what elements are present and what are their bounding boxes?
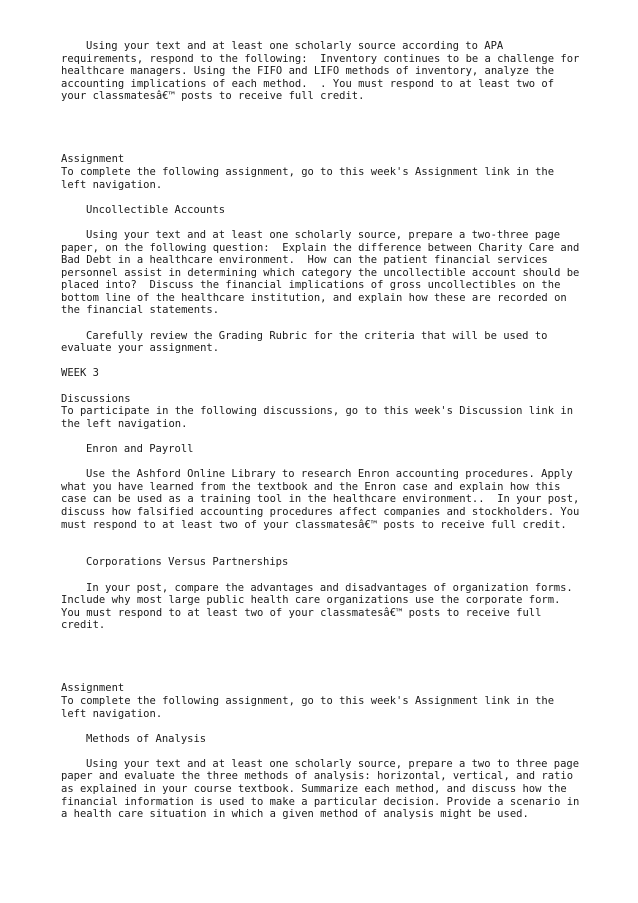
- corporations-partnerships-paragraph: In your post, compare the advantages and disadvantages of organization forms. Include why most large public health care organizations use the corporate form. You must respond to at least two of your classmatesâ€™ posts to receive full credit.: [61, 581, 580, 632]
- enron-payroll-title: Enron and Payroll: [86, 443, 194, 456]
- assignment-heading-week2: Assignment To complete the following assignment, go to this week's Assignment link in the left navigation.: [61, 153, 555, 191]
- spacer: [61, 544, 581, 557]
- corporations-partnerships-title: Corporations Versus Partnerships: [86, 556, 289, 569]
- enron-payroll-paragraph: Use the Ashford Online Library to research Enron accounting procedures. Apply what you have learned from the textbook and the Enron case and explain how this case can be used as a training tool in the healthcare environment.. In your post, discuss how falsified accounting procedures affect companies and stockholders. You must respond to at least two of your classmatesâ€™ posts to receive full credit.: [61, 468, 586, 531]
- week-3-heading: WEEK 3: [61, 367, 99, 380]
- spacer: [61, 645, 581, 683]
- grading-rubric-paragraph: Carefully review the Grading Rubric for the criteria that will be used to evaluate your assignment.: [61, 329, 554, 355]
- methods-of-analysis-paragraph: Using your text and at least one scholarly source, prepare a two to three page paper and evaluate the three methods of analysis: horizontal, vertical, and ratio as explained in your course textbook. Summarize each method, and discuss how the financial information is used to make a particular decision. Provide a scenario in a health care situation in which a given method of analysis might be used.: [61, 757, 586, 821]
- spacer: [61, 116, 581, 154]
- inventory-discussion-paragraph: Using your text and at least one scholarly source according to APA requirements, respond to the following: Inventory continues to be a challenge for healthcare managers. Using the FIFO and LIFO methods of inventory, analyze the accounting implications of each method. . You must respond to at least two of your classmatesâ€™ posts to receive full credit.: [61, 40, 586, 103]
- uncollectible-accounts-title: Uncollectible Accounts: [86, 203, 226, 216]
- discussions-heading: Discussions To participate in the following discussions, go to this week's Discussion link in the left navigation.: [61, 392, 574, 430]
- uncollectible-accounts-paragraph: Using your text and at least one scholarly source, prepare a two-three page paper, on the following question: Explain the difference between Charity Care and Bad Debt in a healthcare environment. How can the patient financial services personnel assist in determining which category the uncollectible account should be placed into? Discuss the financial implications of gross uncollectibles on the bottom line of the healthcare institution, and explain how these are recorded on the financial statements.: [61, 228, 586, 317]
- methods-of-analysis-title: Methods of Analysis: [86, 732, 207, 745]
- assignment-heading-week3: Assignment To complete the following assignment, go to this week's Assignment link in the left navigation.: [61, 682, 555, 720]
- document-body: [61, 40, 586, 833]
